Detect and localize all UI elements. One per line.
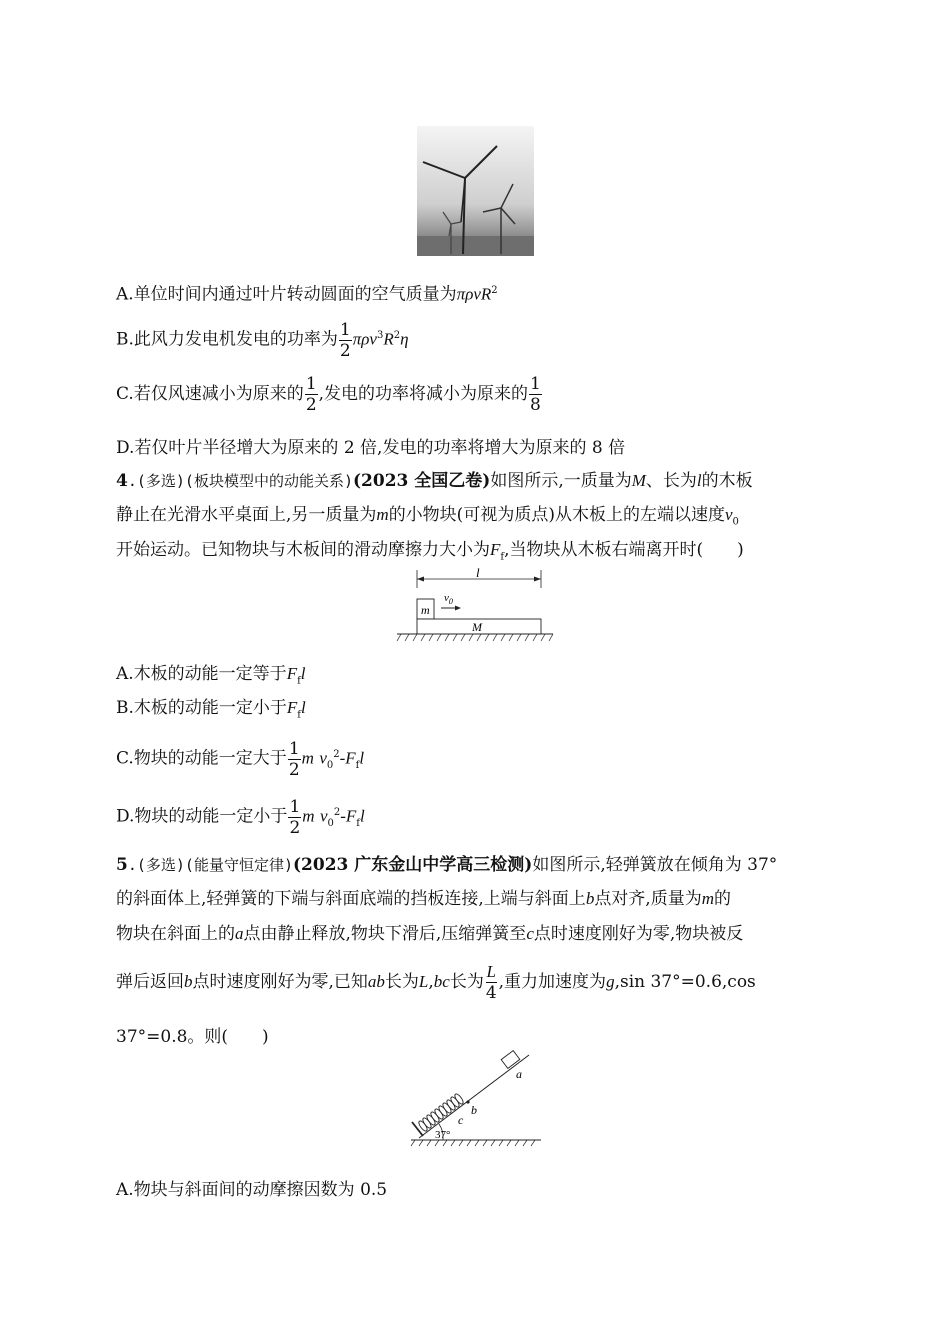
velocity-label: $v_0$	[444, 592, 453, 606]
q4-option-c[interactable]: C.物块的动能一定大于 $\frac{1}{2}$ m $v_0^2-F_fl$	[116, 738, 365, 780]
incline-spring-diagram	[405, 1050, 545, 1148]
fraction: $\frac{1}{2}$	[288, 738, 300, 780]
q3-option-b[interactable]: B.此风力发电机发电的功率为 $\frac{1}{2}$ $\pi\rho v^3R^2\eta$	[116, 319, 409, 361]
q3-option-c[interactable]: C.若仅风速减小为原来的 $\frac{1}{2}$ ,发电的功率将减小为原来的 $\frac{1}{8}$	[116, 374, 541, 415]
q4-stem-line2: 静止在光滑水平桌面上,另一质量为m的小物块(可视为质点)从木板上的左端以速度$v_0$	[116, 505, 739, 528]
board-label: M	[472, 620, 482, 634]
fraction: $\frac{1}{2}$	[305, 374, 317, 415]
fraction: $\frac{1}{8}$	[530, 374, 541, 415]
point-c-label: c	[458, 1113, 464, 1127]
q3-option-a[interactable]: A.单位时间内通过叶片转动圆面的空气质量为πρvR$^2$	[116, 284, 498, 305]
q4-option-a[interactable]: A.木板的动能一定等于$F_fl$	[116, 664, 306, 687]
q5-stem-line4: 弹后返回b点时速度刚好为零,已知ab长为L,bc长为 $\frac{L}{4}$ ,重力加速度为g,sin 37°=0.6,cos	[116, 962, 756, 1003]
q5-stem-line2: 的斜面体上,轻弹簧的下端与斜面底端的挡板连接,上端与斜面上b点对齐,质量为m的	[116, 889, 731, 909]
point-a-label: a	[516, 1067, 522, 1081]
q3-option-d[interactable]: D.若仅叶片半径增大为原来的 2 倍,发电的功率将增大为原来的 8 倍	[116, 438, 626, 458]
length-label: l	[476, 566, 480, 580]
fraction: $\frac{1}{2}$	[289, 796, 301, 838]
block-label: m	[421, 603, 430, 617]
q4-stem-line3: 开始运动。已知物块与木板间的滑动摩擦力大小为$F_f$,当物块从木板右端离开时( )	[116, 540, 744, 563]
q5-stem-line1: 5.(多选)(能量守恒定律)(2023 广东金山中学高三检测)如图所示,轻弹簧放在倾角为 37°	[116, 855, 778, 875]
q5-option-a[interactable]: A.物块与斜面间的动摩擦因数为 0.5	[116, 1180, 388, 1200]
q5-stem-line5: 37°=0.8。则( )	[116, 1027, 269, 1047]
angle-label: 37°	[435, 1129, 451, 1141]
q4-option-d[interactable]: D.物块的动能一定小于 $\frac{1}{2}$ m $v_0^2-F_fl$	[116, 796, 365, 838]
q4-stem-line1: 4.(多选)(板块模型中的动能关系)(2023 全国乙卷)如图所示,一质量为M、长为l的木板	[116, 471, 753, 491]
board-block-diagram	[395, 566, 555, 644]
q4-option-b[interactable]: B.木板的动能一定小于$F_fl$	[116, 698, 306, 721]
q5-stem-line3: 物块在斜面上的a点由静止释放,物块下滑后,压缩弹簧至c点时速度刚好为零,物块被反	[116, 924, 744, 944]
fraction: $\frac{L}{4}$	[485, 962, 497, 1003]
fraction: $\frac{1}{2}$	[339, 319, 351, 361]
wind-turbine-photo	[417, 126, 534, 256]
point-b-label: b	[471, 1103, 477, 1117]
